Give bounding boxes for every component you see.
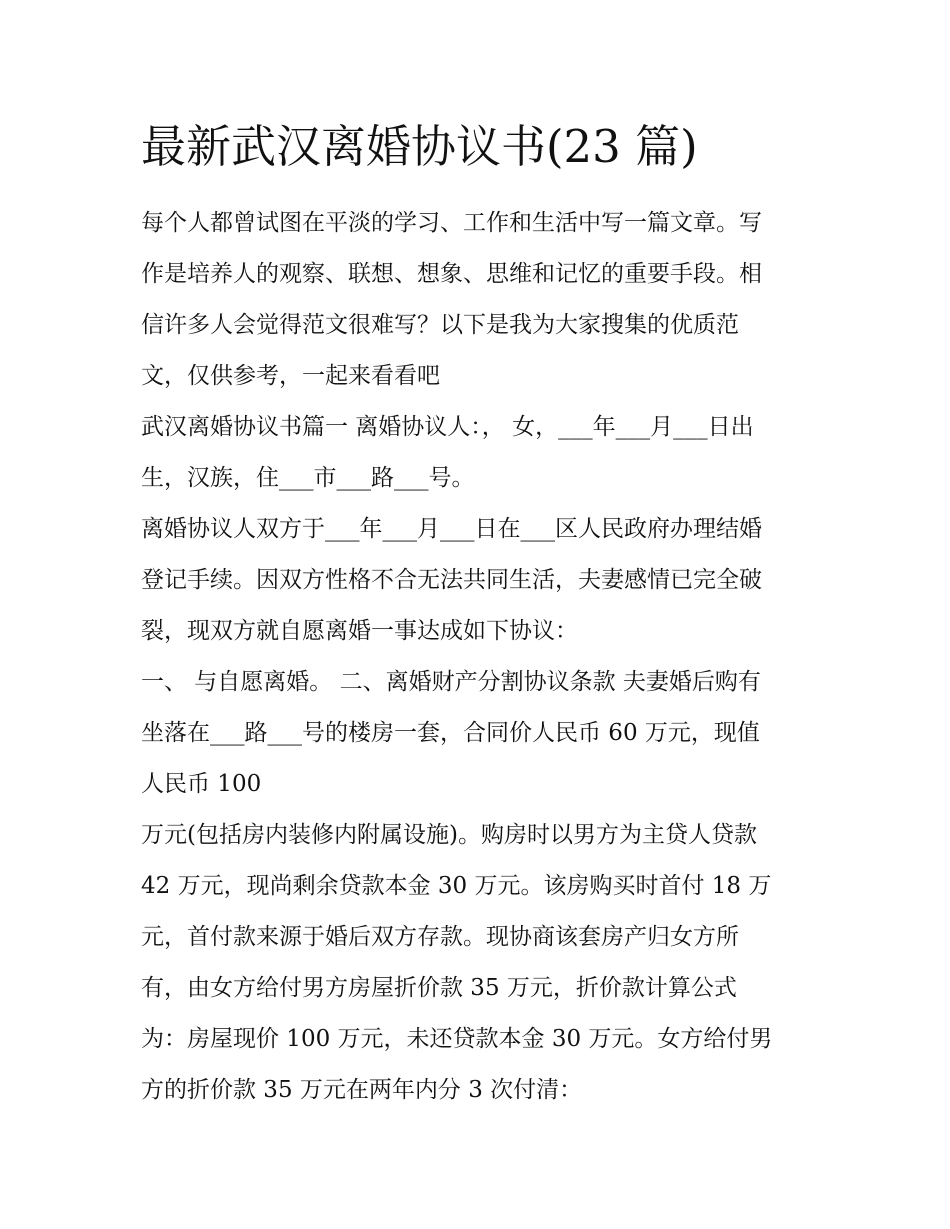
text-line-10: 一、 与自愿离婚。 二、离婚财产分割协议条款 夫妻婚后购有 [141,669,761,695]
text-line-16: 有，由女方给付男方房屋折价款 35 万元，折价款计算公式 [141,975,737,1001]
text-line-18: 方的折价款 35 万元在两年内分 3 次付清： [141,1077,583,1103]
text-line-8: 登记手续。因双方性格不合无法共同生活，夫妻感情已完全破 [141,567,762,593]
text-line-12: 人民币 100 [141,771,262,797]
text-line-14: 42 万元，现尚剩余贷款本金 30 万元。该房购买时首付 18 万 [141,873,772,899]
text-line-6: 生，汉族，住___市___路___号。 [141,465,475,491]
text-line-1: 每个人都曾试图在平淡的学习、工作和生活中写一篇文章。写 [141,210,762,236]
text-line-2: 作是培养人的观察、联想、想象、思维和记忆的重要手段。相 [141,261,762,287]
text-line-5: 武汉离婚协议书篇一 离婚协议人：， 女，___年___月___日出 [141,414,754,440]
text-line-7: 离婚协议人双方于___年___月___日在___区人民政府办理结婚 [141,516,762,542]
document-body [141,198,821,1116]
text-line-4: 文，仅供参考，一起来看看吧 [141,363,440,389]
text-line-13: 万元(包括房内装修内附属设施)。购房时以男方为主贷人贷款 [141,822,757,848]
text-line-11: 坐落在___路___号的楼房一套，合同价人民币 60 万元，现值 [141,720,760,746]
document-title: 最新武汉离婚协议书(23 篇) [141,120,698,173]
text-line-17: 为：房屋现价 100 万元，未还贷款本金 30 万元。女方给付男 [141,1026,773,1052]
text-line-15: 元，首付款来源于婚后双方存款。现协商该套房产归女方所 [141,924,739,950]
text-line-9: 裂，现双方就自愿离婚一事达成如下协议： [141,618,578,644]
text-line-3: 信许多人会觉得范文很难写？以下是我为大家搜集的优质范 [141,312,739,338]
